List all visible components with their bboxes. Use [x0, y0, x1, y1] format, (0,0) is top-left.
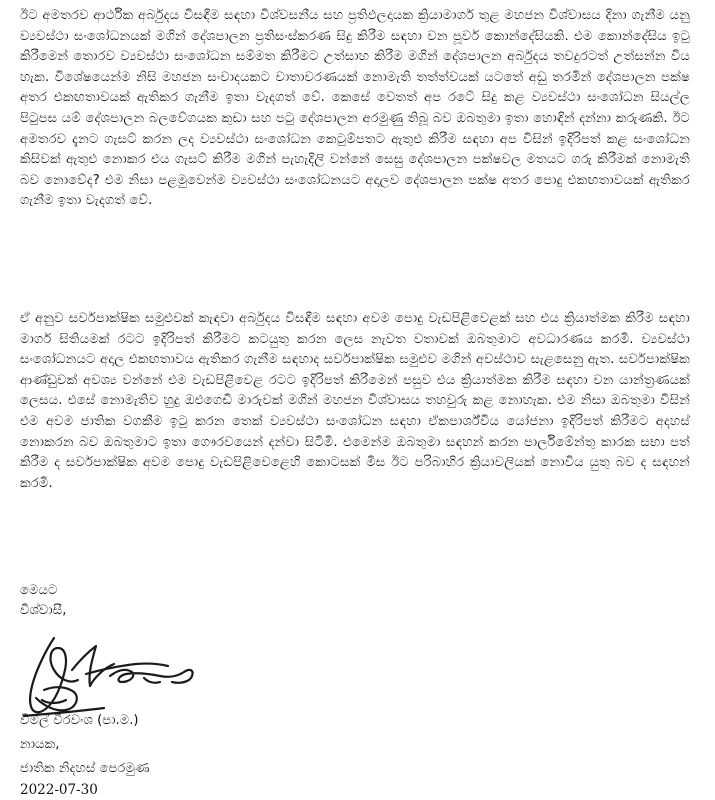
letter-paragraph-2: ඒ අනුව සර්වපාක්ෂික සමුළුවක් කැඳවා අර්බුදය විසඳීම සඳහා අවම පොදු වැඩපිළිවෙළක් සහ එය ක්‍රියාත්මක කිරීම සඳහා මාර්ග සිතියමක් රටට ඉදිරිපත් කිරීමට කටයුතු කරන ලෙස නැවත වතාවක් ඔබතුමාට අවධාරණය කරමි. ව්‍යවස්ථා සංශෝධනයට අදාල එකඟතාවය ඇතිකර ගැනීම සඳහාද සර්වපාක්ෂික සමුළුව මගින් අවස්ථාව සැළසෙනු ඇත. සර්වපාක්ෂික ආණ්ඩුවක් අවශ්‍ය වන්නේ එම වැඩපිළිවෙළ රටට ඉදිරිපත් කිරීමෙන් පසුව එය ක්‍රියාත්මක කිරීම සඳහා වන යාන්ත්‍රණයක් ලෙසය. එසේ නොමැතිව හුදු ඔළුගෙඩි මාරුවක් මගින් මහජන විශ්වාසය තහවුරු කළ නොහැක. එම නිසා ඔබතුමා විසින් එම අවම ජාතික වගකීම ඉටු කරන තෙක් ව්‍යවස්ථා සංශෝධන සඳහා ඒකපාර්ශ්විය යෝජනා ඉදිරිපත් කිරීමට අදහස් නොකරන බව ඔබතුමාට ඉතා ගෞරවයෙන් දන්වා සිටිමි. එමෙන්ම ඔබතුමා සඳහන් කරන පාර්ලිමේන්තු කාරක සභා පත් කිරීම ද සර්වපාක්ෂික අවම පොදු වැඩපිළිවෙළෙහි කොටසක් මිස ඊට පරිබාහිර ක්‍රියාවලියක් නොවිය යුතු බව ද සඳහන් කරමි.: [20, 311, 690, 491]
handwritten-signature: [14, 630, 204, 720]
closing-salutation: මෙයට: [20, 583, 58, 598]
closing-faithfully: විශ්වාසී,: [20, 603, 67, 618]
signatory-organization: ජාතික නිදහස් පෙරමුණ: [20, 761, 150, 776]
letter-date: 2022-07-30: [20, 782, 98, 798]
signatory-name: විමල් වීරවංශ (පා.ම.): [20, 713, 139, 728]
signatory-title: නායක,: [20, 737, 60, 752]
letter-paragraph-1: ඊට අමතරව ආර්ථික අර්බුදය විසඳීම සඳහා විශ්වසනීය සහ ප්‍රතිඵලදායක ක්‍රියාමාර්ග තුළ මහජන විශ්වාසය දිනා ගැනීම යනු ව්‍යවස්ථා සංශෝධනයක් මගින් දේශපාලන ප්‍රතිසංස්කරණ සිදු කිරීම සඳහා වන පූර්ව කොන්දේසියකි. එම කොන්දේසිය ඉටු කිරීමෙන් තොරව ව්‍යවස්ථා සංශෝධන සම්මත කිරීමට උත්සාහ කිරීම මගින් දේශපාලන අර්බුදය තවදුරටත් උත්සන්න විය හැක. විශේෂයෙන්ම නිසි මහජන සංවාදයකට වාතාවරණයක් නොමැති තත්ත්වයක් යටතේ අඩු තරමින් දේශපාලන පක්ෂ අතර එකඟතාවයක් ඇතිකර ගැනීම ඉතා වැදගත් වේ. කෙසේ වෙතත් අප රටේ සිදු කළ ව්‍යවස්ථා සංශෝධන සියල්ල පිටුපස යම් දේශපාලන බලවේගයක කුඩා සහ පටු දේශපාලන අරමුණු තිබූ බව ඔබතුමා ඉතා හොඳින් දන්නා කරුණකි. ඊට අමතරව දැනට ගැසට් කරන ලද ව්‍යවස්ථා සංශෝධන කෙටුම්පතට ඇතුළු කිරීම සඳහා අප විසින් ඉදිරිපත් කළ සංශෝධන කිසිවක් ඇතුළු නොකර එය ගැසට් කිරීම මගින් පැහැදිලි වන්නේ සෙසු දේශපාලන පක්ෂවල මතයට ගරු කිරීමක් නොමැති බව නොවේද? එම නිසා පළමුවෙන්ම ව්‍යවස්ථා සංශෝධනයට අදාලව දේශපාලන පක්ෂ අතර පොදු එකඟතාවයක් ඇතිකර ගැනීම ඉතා වැදගත් වේ.: [20, 8, 690, 209]
